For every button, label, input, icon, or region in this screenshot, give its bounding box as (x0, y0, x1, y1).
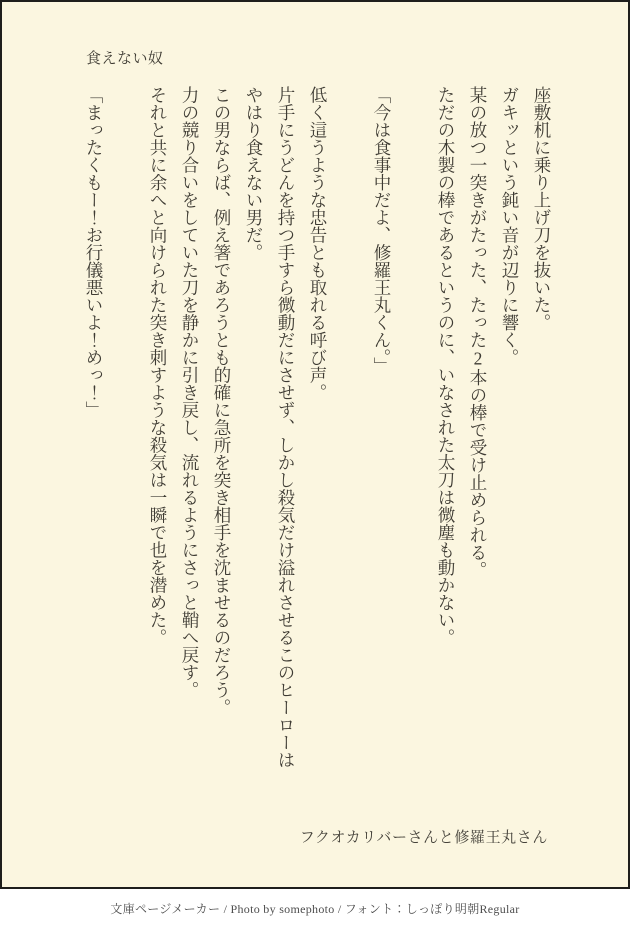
body-line: 力の競り合いをしていた刀を静かに引き戻し、流れるようにさっと鞘へ戻す。 (180, 86, 200, 699)
page-title: 食えない奴 (86, 51, 164, 67)
body-line (334, 86, 366, 834)
body-line: 某の放つ一突きがたった、たった2本の棒で受け止められる。 (468, 86, 488, 579)
body-line (398, 86, 430, 834)
body-line: 座敷机に乗り上げ刀を抜いた。 (532, 86, 552, 331)
body-line (110, 86, 142, 834)
footer-credit: 文庫ページメーカー / Photo by somephoto / フォント：しっぽり明朝Regular (110, 902, 520, 916)
body-line: この男ならば、例え箸であろうとも的確に急所を突き相手を沈ませるのだろう。 (212, 86, 232, 716)
body-line: やはり食えない男だ。 (244, 86, 264, 261)
body-line: それと共に余へと向けられた突き刺すような殺気は一瞬で也を潜めた。 (148, 86, 168, 646)
body-line: 低く這うような忠告とも取れる呼び声。 (308, 86, 328, 401)
body-line: 「まったくもー！お行儀悪いよ！めっ！」 (84, 86, 104, 419)
body-line: 「今は食事中だよ、修羅王丸くん。」 (372, 86, 392, 375)
body-line: 片手にうどんを持つ手すら微動だにさせず、しかし殺気だけ溢れさせるこのヒーローは (276, 86, 296, 769)
caption: フクオカリバーさんと修羅王丸さん (299, 830, 548, 846)
body-line: ガキッという鈍い音が辺りに響く。 (500, 86, 520, 366)
body-text (78, 86, 558, 834)
footer (0, 889, 630, 928)
body-line: ただの木製の棒であるというのに、いなされた太刀は微塵も動かない。 (436, 86, 456, 646)
